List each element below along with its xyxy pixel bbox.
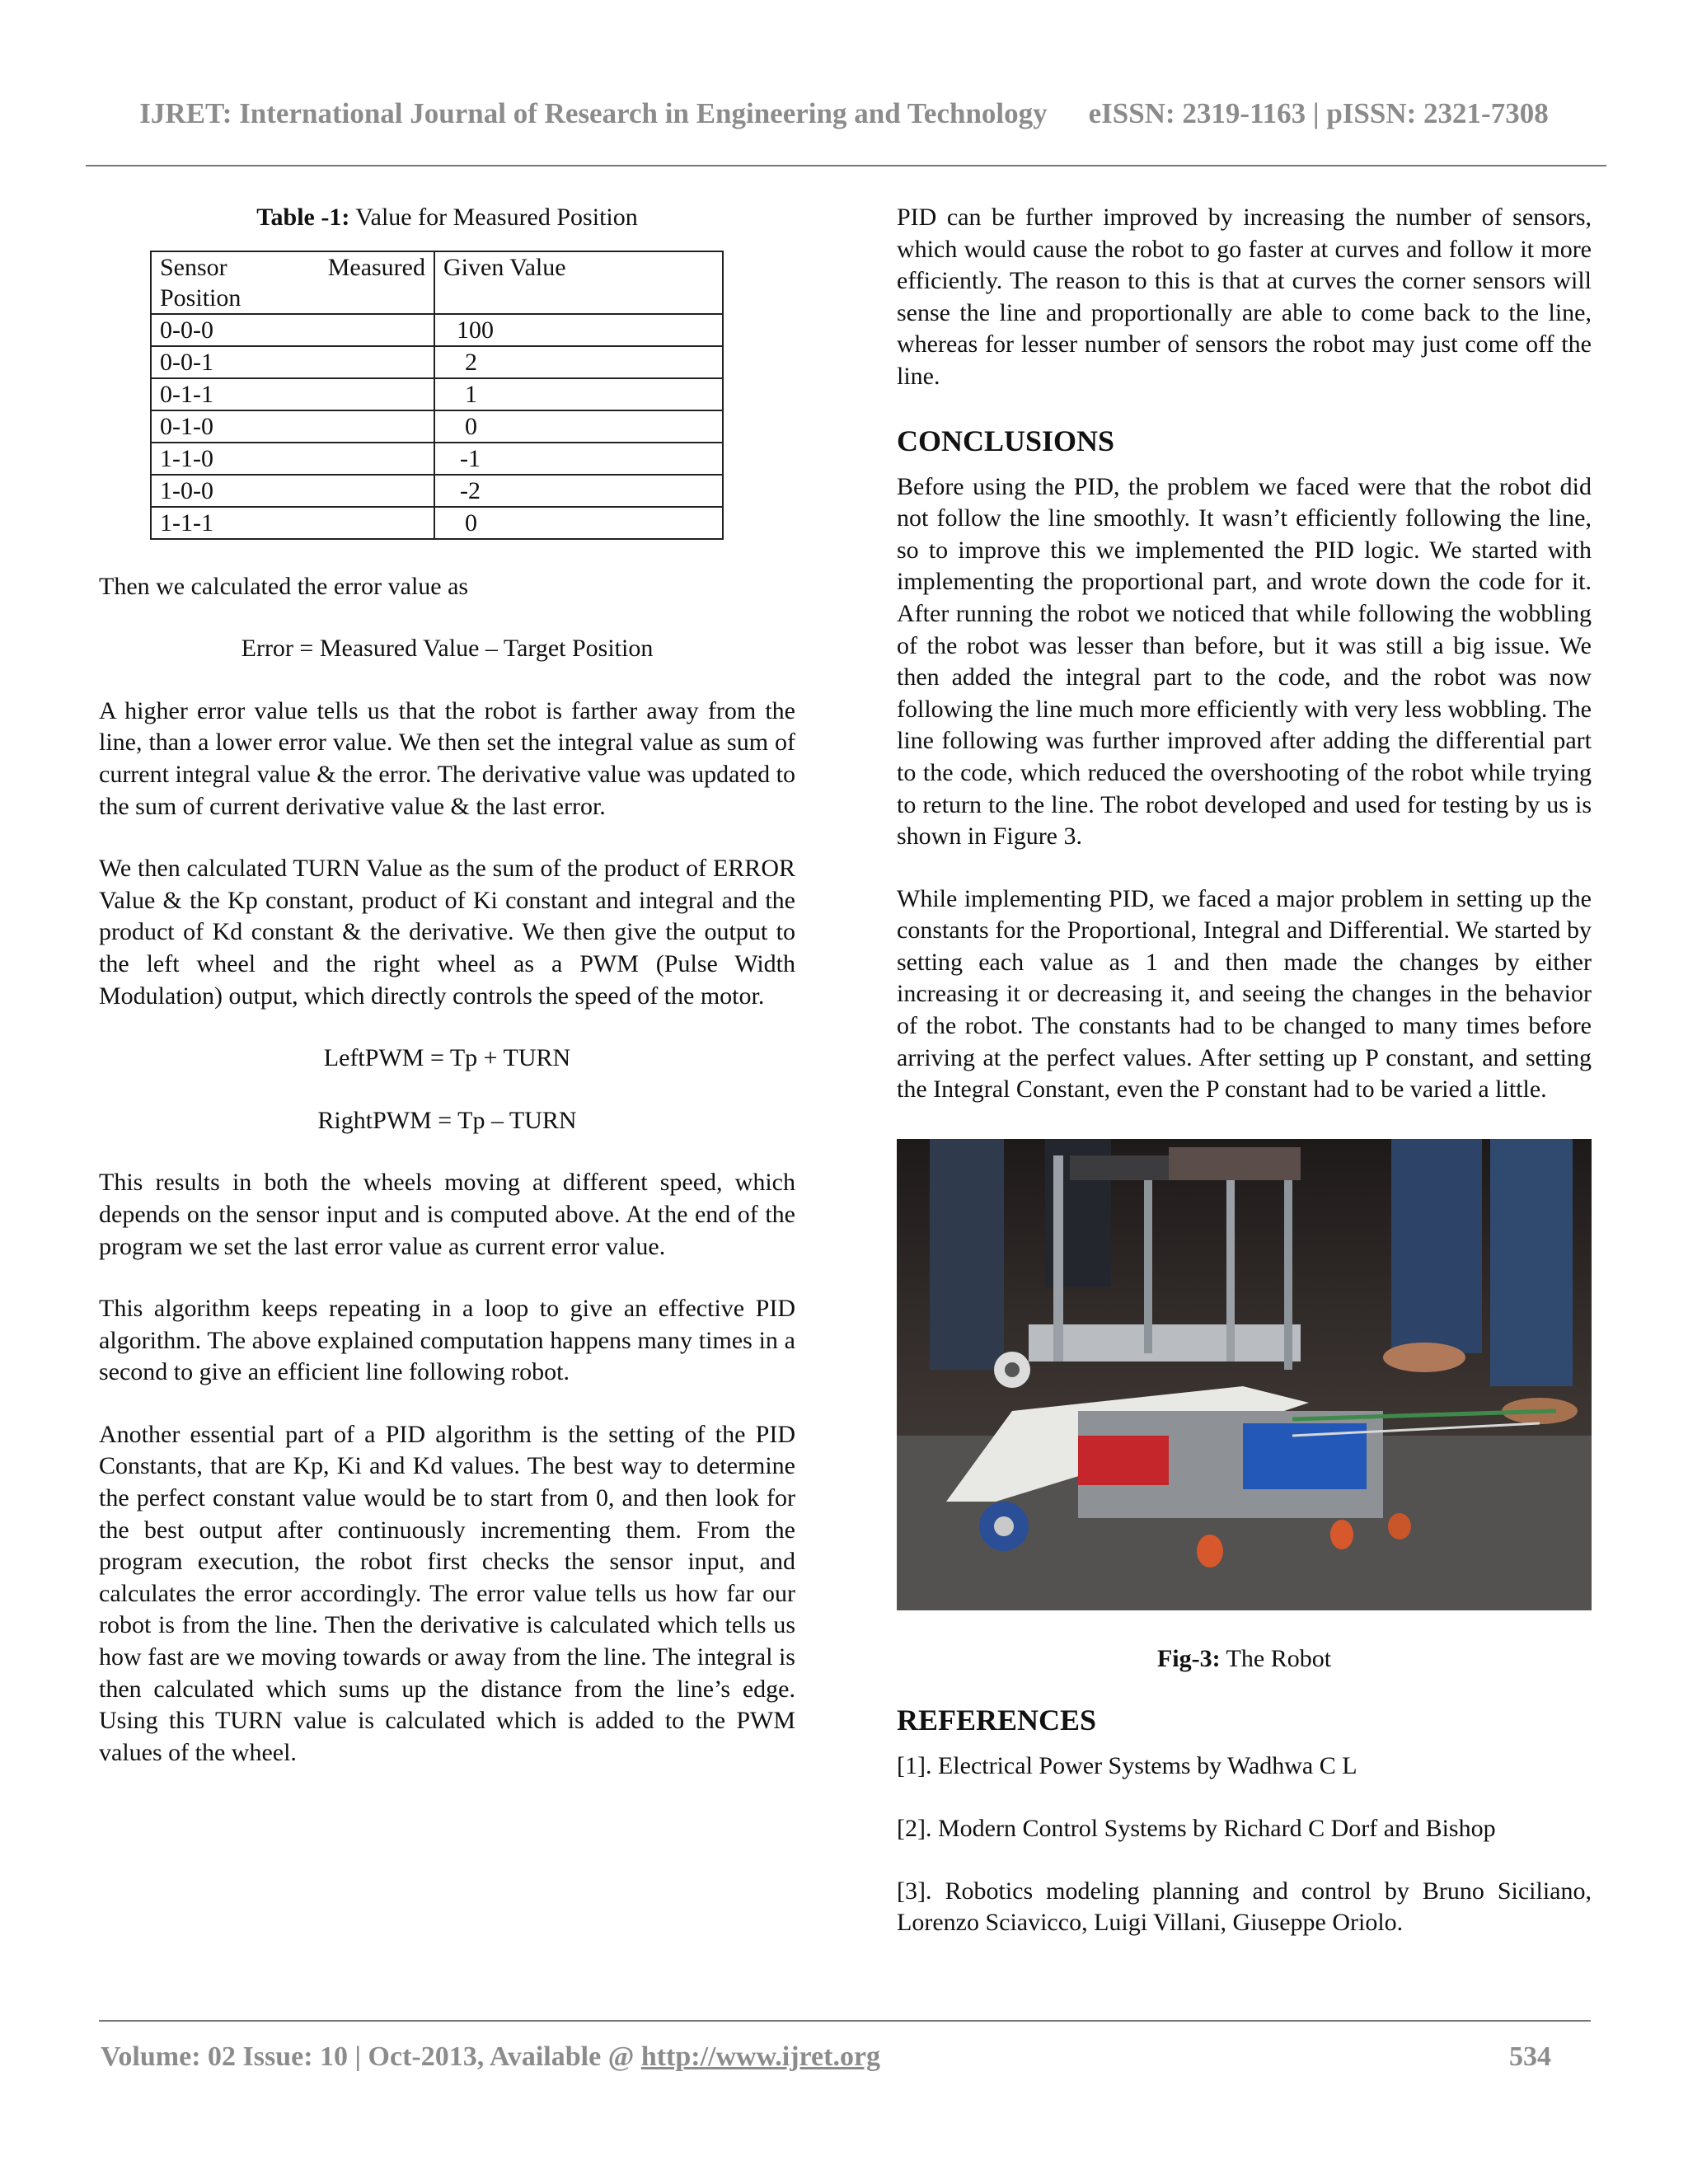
table-row — [151, 410, 723, 443]
table-caption-label: Table -1: — [256, 204, 350, 231]
table-cell-position: 0-1-0 — [151, 410, 434, 443]
table-cell-value: 2 — [434, 346, 723, 378]
reference-item: [2]. Modern Control Systems by Richard C Dorf and Bishop — [897, 1815, 1496, 1843]
figure-caption — [897, 1643, 1592, 1675]
running-header — [0, 97, 1688, 130]
footer-rule — [99, 2020, 1591, 2022]
paragraph: Then we calculated the error value as — [99, 572, 469, 600]
issn-info: eISSN: 2319-1163 | pISSN: 2321-7308 — [1088, 97, 1549, 129]
figure-caption-label: Fig-3: — [1156, 1644, 1221, 1672]
measured-position-table — [150, 251, 724, 540]
table-row — [151, 443, 723, 475]
header-rule — [86, 165, 1606, 166]
paragraph: PID can be further improved by increasing the number of sensors, which would cause the robot to go faster at curves and follow it more efficiently. The reason to this is that at curves the corner sensors will sense the line and proportionally are able to come back to the line, whereas for lesser number of sensors the robot may just come off the line. — [897, 204, 1592, 390]
running-footer — [101, 2041, 1551, 2073]
header-given-value: Given Value — [434, 251, 723, 314]
table-row — [151, 346, 723, 378]
table-row — [151, 314, 723, 346]
header-sensor-position — [151, 251, 434, 314]
table-cell-position: 1-0-0 — [151, 475, 434, 507]
table-cell-value: 100 — [434, 314, 723, 346]
table-cell-position: 1-1-0 — [151, 443, 434, 475]
left-column — [99, 202, 795, 1799]
figure-caption-text: The Robot — [1226, 1644, 1332, 1672]
paragraph: Before using the PID, the problem we faced were that the robot did not follow the line smoothly. It wasn’t efficiently following the line, so to improve this we implemented the PID logic. We started with implementing the proportional part, and wrote down the code for it. After running the robot we noticed that while following the wobbling of the robot was lesser than before, but it was still a big issue. We then added the integral part to the code, and the robot was now following the line much more efficiently with very less wobbling. The line following was further improved after adding the differential part to the code, which reduced the overshooting of the robot while trying to return to the line. The robot developed and used for testing by us is shown in Figure 3. — [897, 472, 1592, 851]
header-measured-word: Measured — [327, 253, 425, 281]
paragraph: We then calculated TURN Value as the sum of the product of ERROR Value & the Kp constant, product of Ki constant and integral and the product of Kd constant & the derivative. We then give the output to the left wheel and the right wheel as a PWM (Pulse Width Modulation) output, which directly controls the speed of the motor. — [99, 855, 795, 1010]
table-caption-text: Value for Measured Position — [355, 204, 638, 231]
page-number: 534 — [1509, 2041, 1551, 2072]
table-cell-value: 0 — [434, 507, 723, 539]
conclusions-heading: CONCLUSIONS — [897, 424, 1115, 457]
references-heading: REFERENCES — [897, 1704, 1097, 1737]
right-column — [897, 202, 1592, 1970]
paragraph: This algorithm keeps repeating in a loop to give an effective PID algorithm. The above explained computation happens many times in a second to give an efficient line following robot. — [99, 1295, 795, 1386]
table-cell-position: 0-0-1 — [151, 346, 434, 378]
table-row — [151, 378, 723, 410]
table-row — [151, 475, 723, 507]
header-sensor-word: Sensor — [160, 253, 227, 281]
journal-name: IJRET: International Journal of Research in Engineering and Technology — [139, 97, 1048, 129]
table-cell-position: 0-1-1 — [151, 378, 434, 410]
table-row — [151, 507, 723, 539]
reference-item: [1]. Electrical Power Systems by Wadhwa C L — [897, 1752, 1357, 1780]
table-cell-value: 0 — [434, 410, 723, 443]
equation-right-pwm: RightPWM = Tp – TURN — [317, 1106, 577, 1134]
table-caption — [99, 202, 795, 234]
paragraph: This results in both the wheels moving at different speed, which depends on the sensor input and is computed above. At the end of the program we set the last error value as current error value. — [99, 1169, 795, 1260]
table-cell-position: 1-1-1 — [151, 507, 434, 539]
volume-info: Volume: 02 Issue: 10 | Oct-2013, Available @ — [101, 2041, 641, 2072]
table-header-row — [151, 251, 723, 314]
paragraph: While implementing PID, we faced a major problem in setting up the constants for the Proportional, Integral and Differential. We started by setting each value as 1 and then made the changes by either increasing it or decreasing it, and seeing the changes in the behavior of the robot. The constants had to be changed to many times before arriving at the perfect values. After setting up P constant, and setting the Integral Constant, even the P constant had to be varied a little. — [897, 884, 1592, 1104]
paragraph: A higher error value tells us that the robot is farther away from the line, than a lower error value. We then set the integral value as sum of current integral value & the error. The derivative value was updated to the sum of current derivative value & the last error. — [99, 696, 795, 820]
table-cell-value: -2 — [434, 475, 723, 507]
reference-item: [3]. Robotics modeling planning and control by Bruno Siciliano, Lorenzo Sciavicco, Luigi Villani, Giuseppe Oriolo. — [897, 1877, 1592, 1937]
equation-error: Error = Measured Value – Target Position — [241, 635, 654, 663]
table-cell-position: 0-0-0 — [151, 314, 434, 346]
robot-photo — [897, 1139, 1592, 1610]
table-cell-value: 1 — [434, 378, 723, 410]
journal-url-link[interactable]: http://www.ijret.org — [640, 2041, 881, 2072]
paragraph: Another essential part of a PID algorithm is the setting of the PID Constants, that are Kp, Ki and Kd values. The best way to determine the perfect constant value would be to start from 0, and then look for the best output after continuously incrementing them. From the program execution, the robot first checks the sensor input, and calculates the error accordingly. The error value tells us how far our robot is from the line. Then the derivative is calculated which tells us how fast are we moving towards or away from the line. The integral is then calculated which sums up the distance from the line’s edge. Using this TURN value is calculated which is added to the PWM values of the wheel. — [99, 1420, 795, 1766]
table-cell-value: -1 — [434, 443, 723, 475]
equation-left-pwm: LeftPWM = Tp + TURN — [323, 1044, 571, 1072]
header-position-word: Position — [160, 284, 241, 312]
